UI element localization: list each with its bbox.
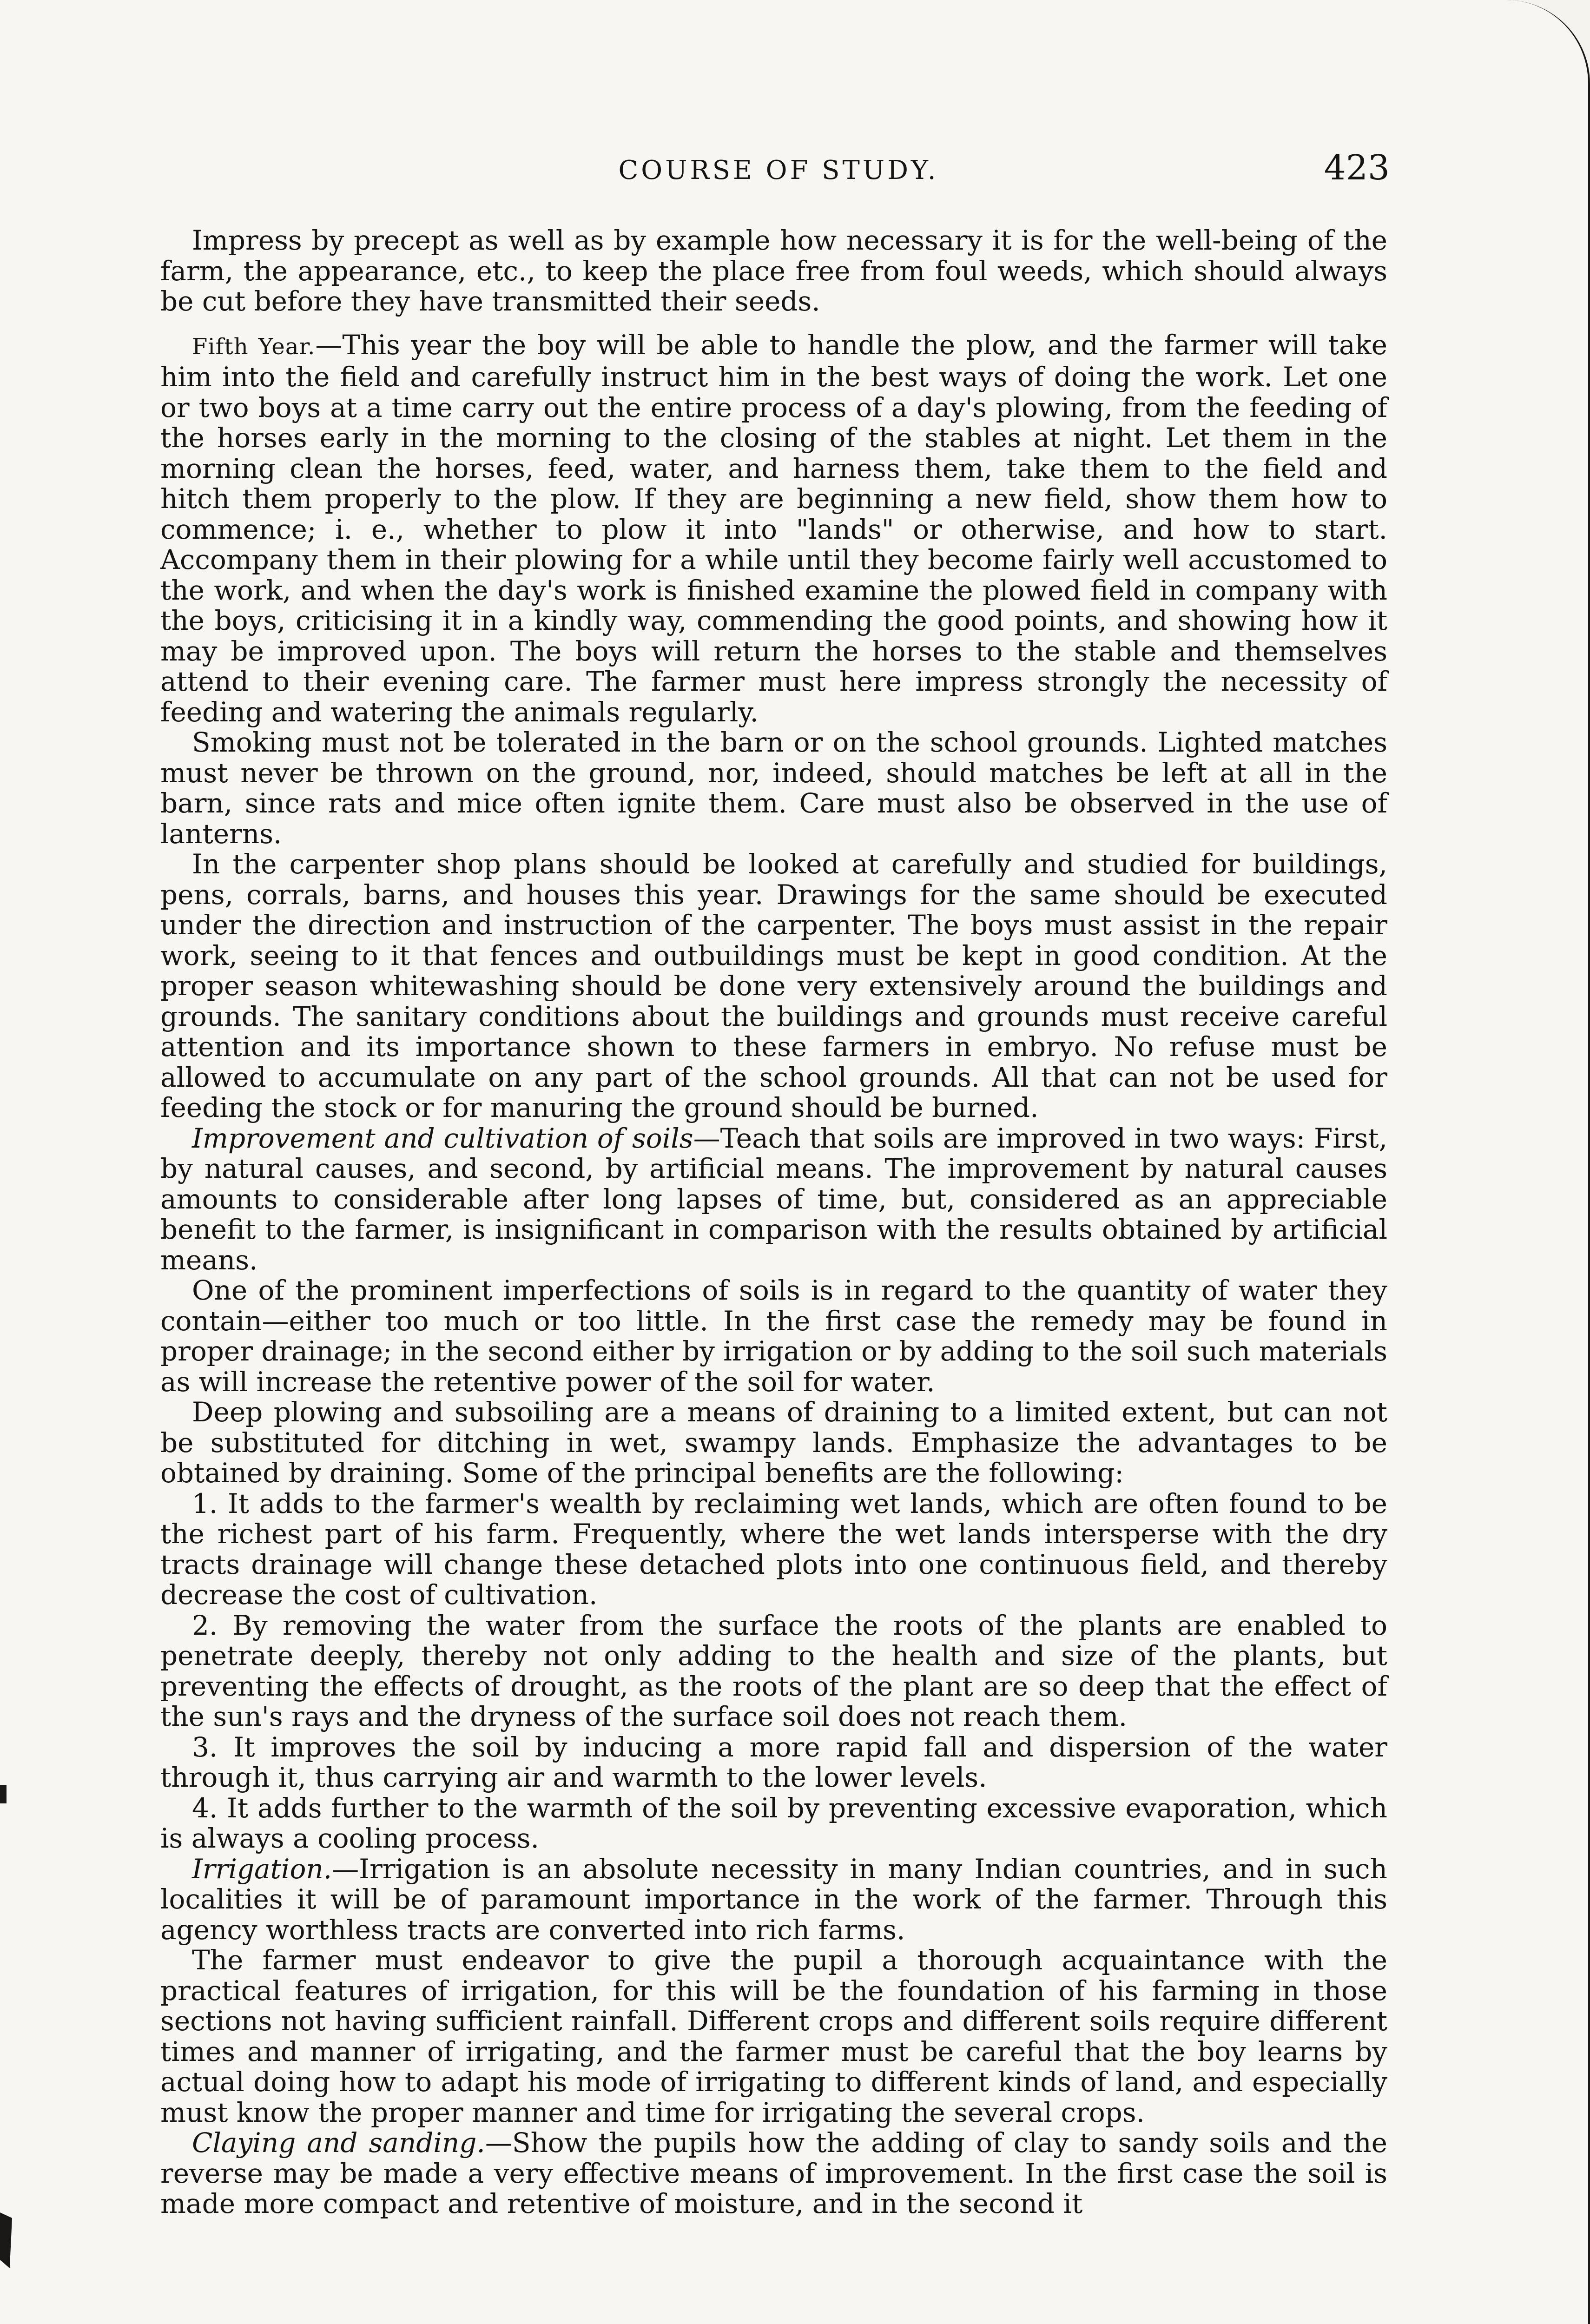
paragraph-text: Impress by precept as well as by example how necessary it is for the well-being of the farm, the appearance, etc., to keep the place free from foul weeds, which should always be cut before they have transmitted their seeds.	[160, 224, 1387, 317]
paragraph-soil-water	[160, 1275, 1387, 1397]
paragraph-fifth-year	[160, 330, 1387, 728]
list-item-benefit-2	[160, 1611, 1387, 1732]
paragraph-irrigation-practice	[160, 1945, 1387, 2128]
paragraph-carpenter-shop	[160, 849, 1387, 1123]
paragraph-weeds	[160, 225, 1387, 317]
list-item-benefit-4	[160, 1793, 1387, 1854]
paragraph-irrigation	[160, 1854, 1387, 1946]
paragraph-soil-improvement	[160, 1123, 1387, 1276]
paragraph-text: The farmer must endeavor to give the pupil a thorough acquaintance with the practical features of irrigation, for this will be the foundation of his farming in those sections not having sufficient rainfall. Different crops and different soils require different times and manner of irrigating, and the farmer must be careful that the boy learns by actual doing how to adapt his mode of irrigating to different kinds of land, and especially must know the proper manner and time for irrigating the several crops.	[160, 1944, 1387, 2128]
paragraph-text: —Show the pupils how the adding of clay to sandy soils and the reverse may be made a very effective means of improvement. In the first case the soil is made more compact and retentive of moisture, and in the second it	[160, 2127, 1387, 2219]
paragraph-text: Smoking must not be tolerated in the barn or on the school grounds. Lighted matches must never be thrown on the ground, nor, indeed, should matches be left at all in the barn, since rats and mice often ignite them. Care must also be observed in the use of lanterns.	[160, 726, 1387, 850]
paragraph-deep-plowing	[160, 1397, 1387, 1489]
section-label-soil-improvement: Improvement and cultivation of soils	[192, 1122, 693, 1154]
paragraph-text: Deep plowing and subsoiling are a means of draining to a limited extent, but can not be substituted for ditching in wet, swampy lands. Emphasize the advantages to be obtained by draining. Some of the principal benefits are the following:	[160, 1396, 1387, 1489]
body-text	[160, 225, 1387, 2219]
paragraph-text: 4. It adds further to the warmth of the soil by preventing excessive evaporation, which is always a cooling process.	[160, 1792, 1387, 1854]
section-label-claying-sanding: Claying and sanding.	[192, 2127, 485, 2159]
list-item-benefit-1	[160, 1489, 1387, 1611]
section-label-fifth-year: Fifth Year.	[192, 333, 316, 360]
list-item-benefit-3	[160, 1732, 1387, 1793]
section-label-irrigation: Irrigation.	[192, 1853, 332, 1885]
paragraph-text: —This year the boy will be able to handle the plow, and the farmer will take him into the field and carefully instruct him in the best ways of doing the work. Let one or two boys at a time carry out the entire process of a day's plowing, from the feeding of the horses early in the morning to the closing of the stables at night. Let them in the morning clean the horses, feed, water, and harness them, take them to the field and hitch them properly to the plow. If they are beginning a new field, show them how to commence; i. e., whether to plow it into "lands" or otherwise, and how to start. Accompany them in their plowing for a while until they become fairly well accustomed to the work, and when the day's work is finished examine the plowed field in company with the boys, criticising it in a kindly way, commending the good points, and showing how it may be improved upon. The boys will return the horses to the stable and themselves attend to their evening care. The farmer must here impress strongly the necessity of feeding and watering the animals regularly.	[160, 329, 1388, 728]
paragraph-text: 1. It adds to the farmer's wealth by reclaiming wet lands, which are often found to be the richest part of his farm. Frequently, where the wet lands intersperse with the dry tracts drainage will change these detached plots into one continuous field, and thereby decrease the cost of cultivation.	[160, 1487, 1387, 1611]
paragraph-text: —Irrigation is an absolute necessity in many Indian countries, and in such localities it will be of paramount importance in the work of the farmer. Through this agency worthless tracts are converted into rich farms.	[160, 1853, 1387, 1946]
paragraph-text: 3. It improves the soil by inducing a more rapid fall and dispersion of the water through it, thus carrying air and warmth to the lower levels.	[160, 1731, 1387, 1793]
page-header	[167, 139, 1390, 191]
paragraph-claying-sanding	[160, 2128, 1387, 2219]
binding-mark-bottom	[0, 2212, 12, 2268]
paragraph-text: In the carpenter shop plans should be looked at carefully and studied for buildings, pens, corrals, barns, and houses this year. Drawings for the same should be executed under the direction and instruction of the carpenter. The boys must assist in the repair work, seeing to it that fences and outbuildings must be kept in good condition. At the proper season whitewashing should be done very extensively around the buildings and grounds. The sanitary conditions about the buildings and grounds must receive careful attention and its importance shown to these farmers in embryo. No refuse must be allowed to accumulate on any part of the school grounds. All that can not be used for feeding the stock or for manuring the ground should be burned.	[160, 848, 1387, 1123]
running-head: COURSE OF STUDY.	[618, 155, 939, 185]
paragraph-smoking	[160, 727, 1387, 849]
paragraph-text: 2. By removing the water from the surface the roots of the plants are enabled to penetrate deeply, thereby not only adding to the health and size of the plants, but preventing the effects of drought, as the roots of the plant are so deep that the effect of the sun's rays and the dryness of the surface soil does not reach them.	[160, 1609, 1387, 1732]
binding-mark-top	[0, 1785, 7, 1803]
page-number: 423	[1324, 148, 1390, 188]
paragraph-text: —Teach that soils are improved in two ways: First, by natural causes, and second, by artificial means. The improvement by natural causes amounts to considerable after long lapses of time, but, considered as an appreciable benefit to the farmer, is insignificant in comparison with the results obtained by artificial means.	[160, 1122, 1387, 1276]
paragraph-text: One of the prominent imperfections of soils is in regard to the quantity of water they contain—either too much or too little. In the first case the remedy may be found in proper drainage; in the second either by irrigation or by adding to the soil such materials as will increase the retentive power of the soil for water.	[160, 1274, 1387, 1398]
